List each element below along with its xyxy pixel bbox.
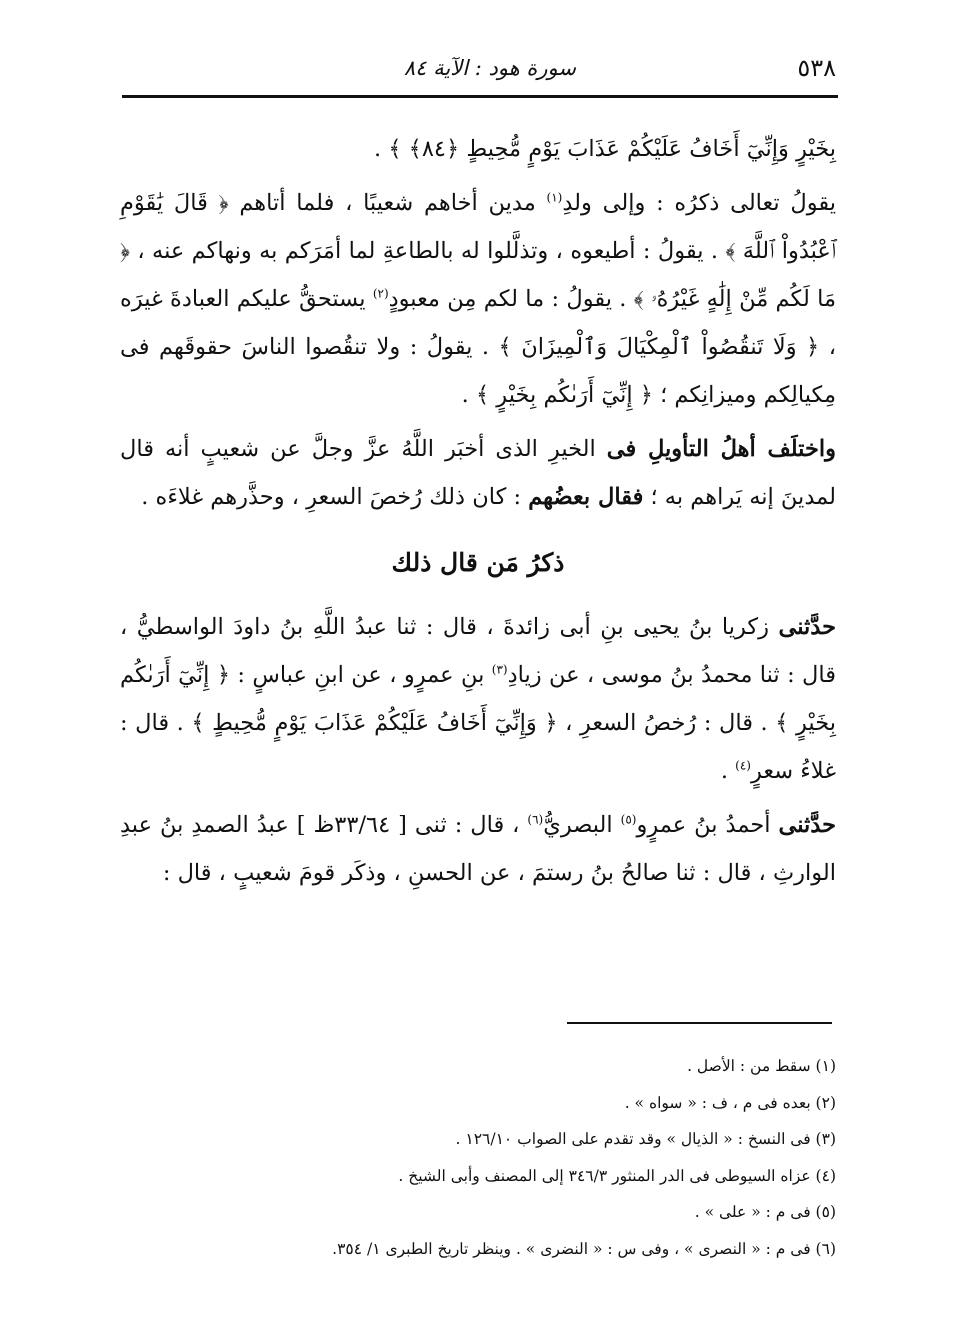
footnote-marker: (١) xyxy=(546,190,563,205)
footnote-marker: (٥) xyxy=(620,812,637,827)
section-heading xyxy=(120,539,836,587)
text-segment: ذكرُ مَن قال ذلك xyxy=(391,548,565,577)
text-segment: يقولُ تعالى ذكرُه : وإلى ولدِ xyxy=(562,190,837,216)
paragraph xyxy=(120,125,836,173)
bold-text: فقال بعضُهم xyxy=(528,484,644,510)
bold-text: حدَّثنى xyxy=(778,812,836,838)
paragraph xyxy=(120,603,836,795)
footnote-marker: (٦) xyxy=(527,812,544,827)
text-segment: بنِ عمرٍو ، عن ابنِ عباسٍ : ﴿ إِنِّيٓ أَرَىٰكُم بِخَيْرٍ ﴾ . قال : رُخصُ السعرِ ، ﴿ وَإِنِّيٓ أَخَافُ عَلَيْكُمْ عَذَابَ يَوْمٍ مُّحِيطٍ ﴾ . قال : غلاءُ سعرٍ xyxy=(120,662,836,784)
text-segment: مدين أخاهم شعيبًا ، فلما أتاهم ﴿ قَالَ يَٰقَوْمِ ٱعْبُدُواْ ٱللَّهَ ﴾ . يقولُ : أطيعوه ، وتذلَّلوا له بالطاعةِ لما أمَرَكم به ونهاكم عنه ، ﴿ مَا لَكُم مِّنْ إِلَٰهٍ غَيْرُهُۥ ﴾ . يقولُ : ما لكم مِن معبودٍ xyxy=(120,190,836,312)
footnote-marker: (٢) xyxy=(372,286,389,301)
text-segment: بِخَيْرٍ وَإِنِّيٓ أَخَافُ عَلَيْكُمْ عَذَابَ يَوْمٍ مُّحِيطٍ ﴿٨٤﴾ ﴾ . xyxy=(374,136,836,162)
footnote-separator xyxy=(567,1022,832,1024)
running-title: سورة هود : الآية ٨٤ xyxy=(403,56,576,80)
footnote-1: (١) سقط من : الأصل . xyxy=(687,1057,836,1075)
paragraph xyxy=(120,425,836,521)
footnotes xyxy=(120,1048,836,1267)
footnote-marker: (٤) xyxy=(735,758,751,773)
text-segment: أحمدُ بنُ عمرٍو xyxy=(636,812,779,838)
footnote-5: (٥) فى م : « على » . xyxy=(694,1203,836,1221)
bold-text: حدَّثنى xyxy=(778,614,836,640)
text-segment: زكريا بنُ يحيى بنِ أبى زائدةَ ، قال : ثنا عبدُ اللَّهِ بنُ داودَ الواسطيُّ ، قال : ثنا محمدُ بنُ موسى ، عن زيادِ xyxy=(120,614,837,688)
text-segment: ، قال : ثنى [ ٣٣/٦٤ظ ] عبدُ الصمدِ بنُ عبدِ الوارثِ ، قال : ثنا صالحُ بنُ رستمَ ، عن الحسنِ ، وذكَر قومَ شعيبٍ ، قال : xyxy=(120,812,836,886)
paragraph xyxy=(120,801,836,897)
text-segment: . xyxy=(720,758,736,784)
text-segment: البصريُّ xyxy=(543,812,621,838)
footnote-4: (٤) عزاه السيوطى فى الدر المنثور ٣٤٦/٣ إلى المصنف وأبى الشيخ . xyxy=(398,1166,836,1185)
footnote-marker: (٣) xyxy=(491,662,508,677)
footnote-2: (٢) بعده فى م ، ف : « سواه » . xyxy=(624,1093,836,1112)
text-segment: الخيرِ الذى أخبَر اللَّهُ عزَّ وجلَّ عن شعيبٍ أنه قال لمدينَ إنه يَراهم به ؛ xyxy=(120,436,836,510)
header-rule xyxy=(122,95,838,98)
body-text xyxy=(120,125,836,903)
text-segment: : كان ذلك رُخصَ السعرِ ، وحذَّرهم غلاءَه . xyxy=(141,484,529,510)
page-header xyxy=(122,46,836,96)
text-segment: يستحقُّ عليكم العبادةَ غيرَه ، ﴿ وَلَا تَنقُصُواْ ٱلْمِكْيَالَ وَٱلْمِيزَانَ ﴾ . يقولُ : ولا تنقُصوا الناسَ حقوقَهم فى مِكيالِكم وميزانِكم ؛ ﴿ إِنِّيٓ أَرَىٰكُم بِخَيْرٍ ﴾ . xyxy=(120,286,836,408)
bold-text: واختلَف أهلُ التأويلِ فى xyxy=(606,436,836,462)
footnote-6: (٦) فى م : « النصرى » ، وفى س : « النضرى » . وينظر تاريخ الطبرى ١/ ٣٥٤. xyxy=(332,1239,836,1258)
footnote-3: (٣) فى النسخ : « الذيال » وقد تقدم على الصواب ١٢٦/١٠ . xyxy=(455,1130,836,1148)
paragraph xyxy=(120,179,836,419)
page-number: ٥٣٨ xyxy=(797,54,836,82)
